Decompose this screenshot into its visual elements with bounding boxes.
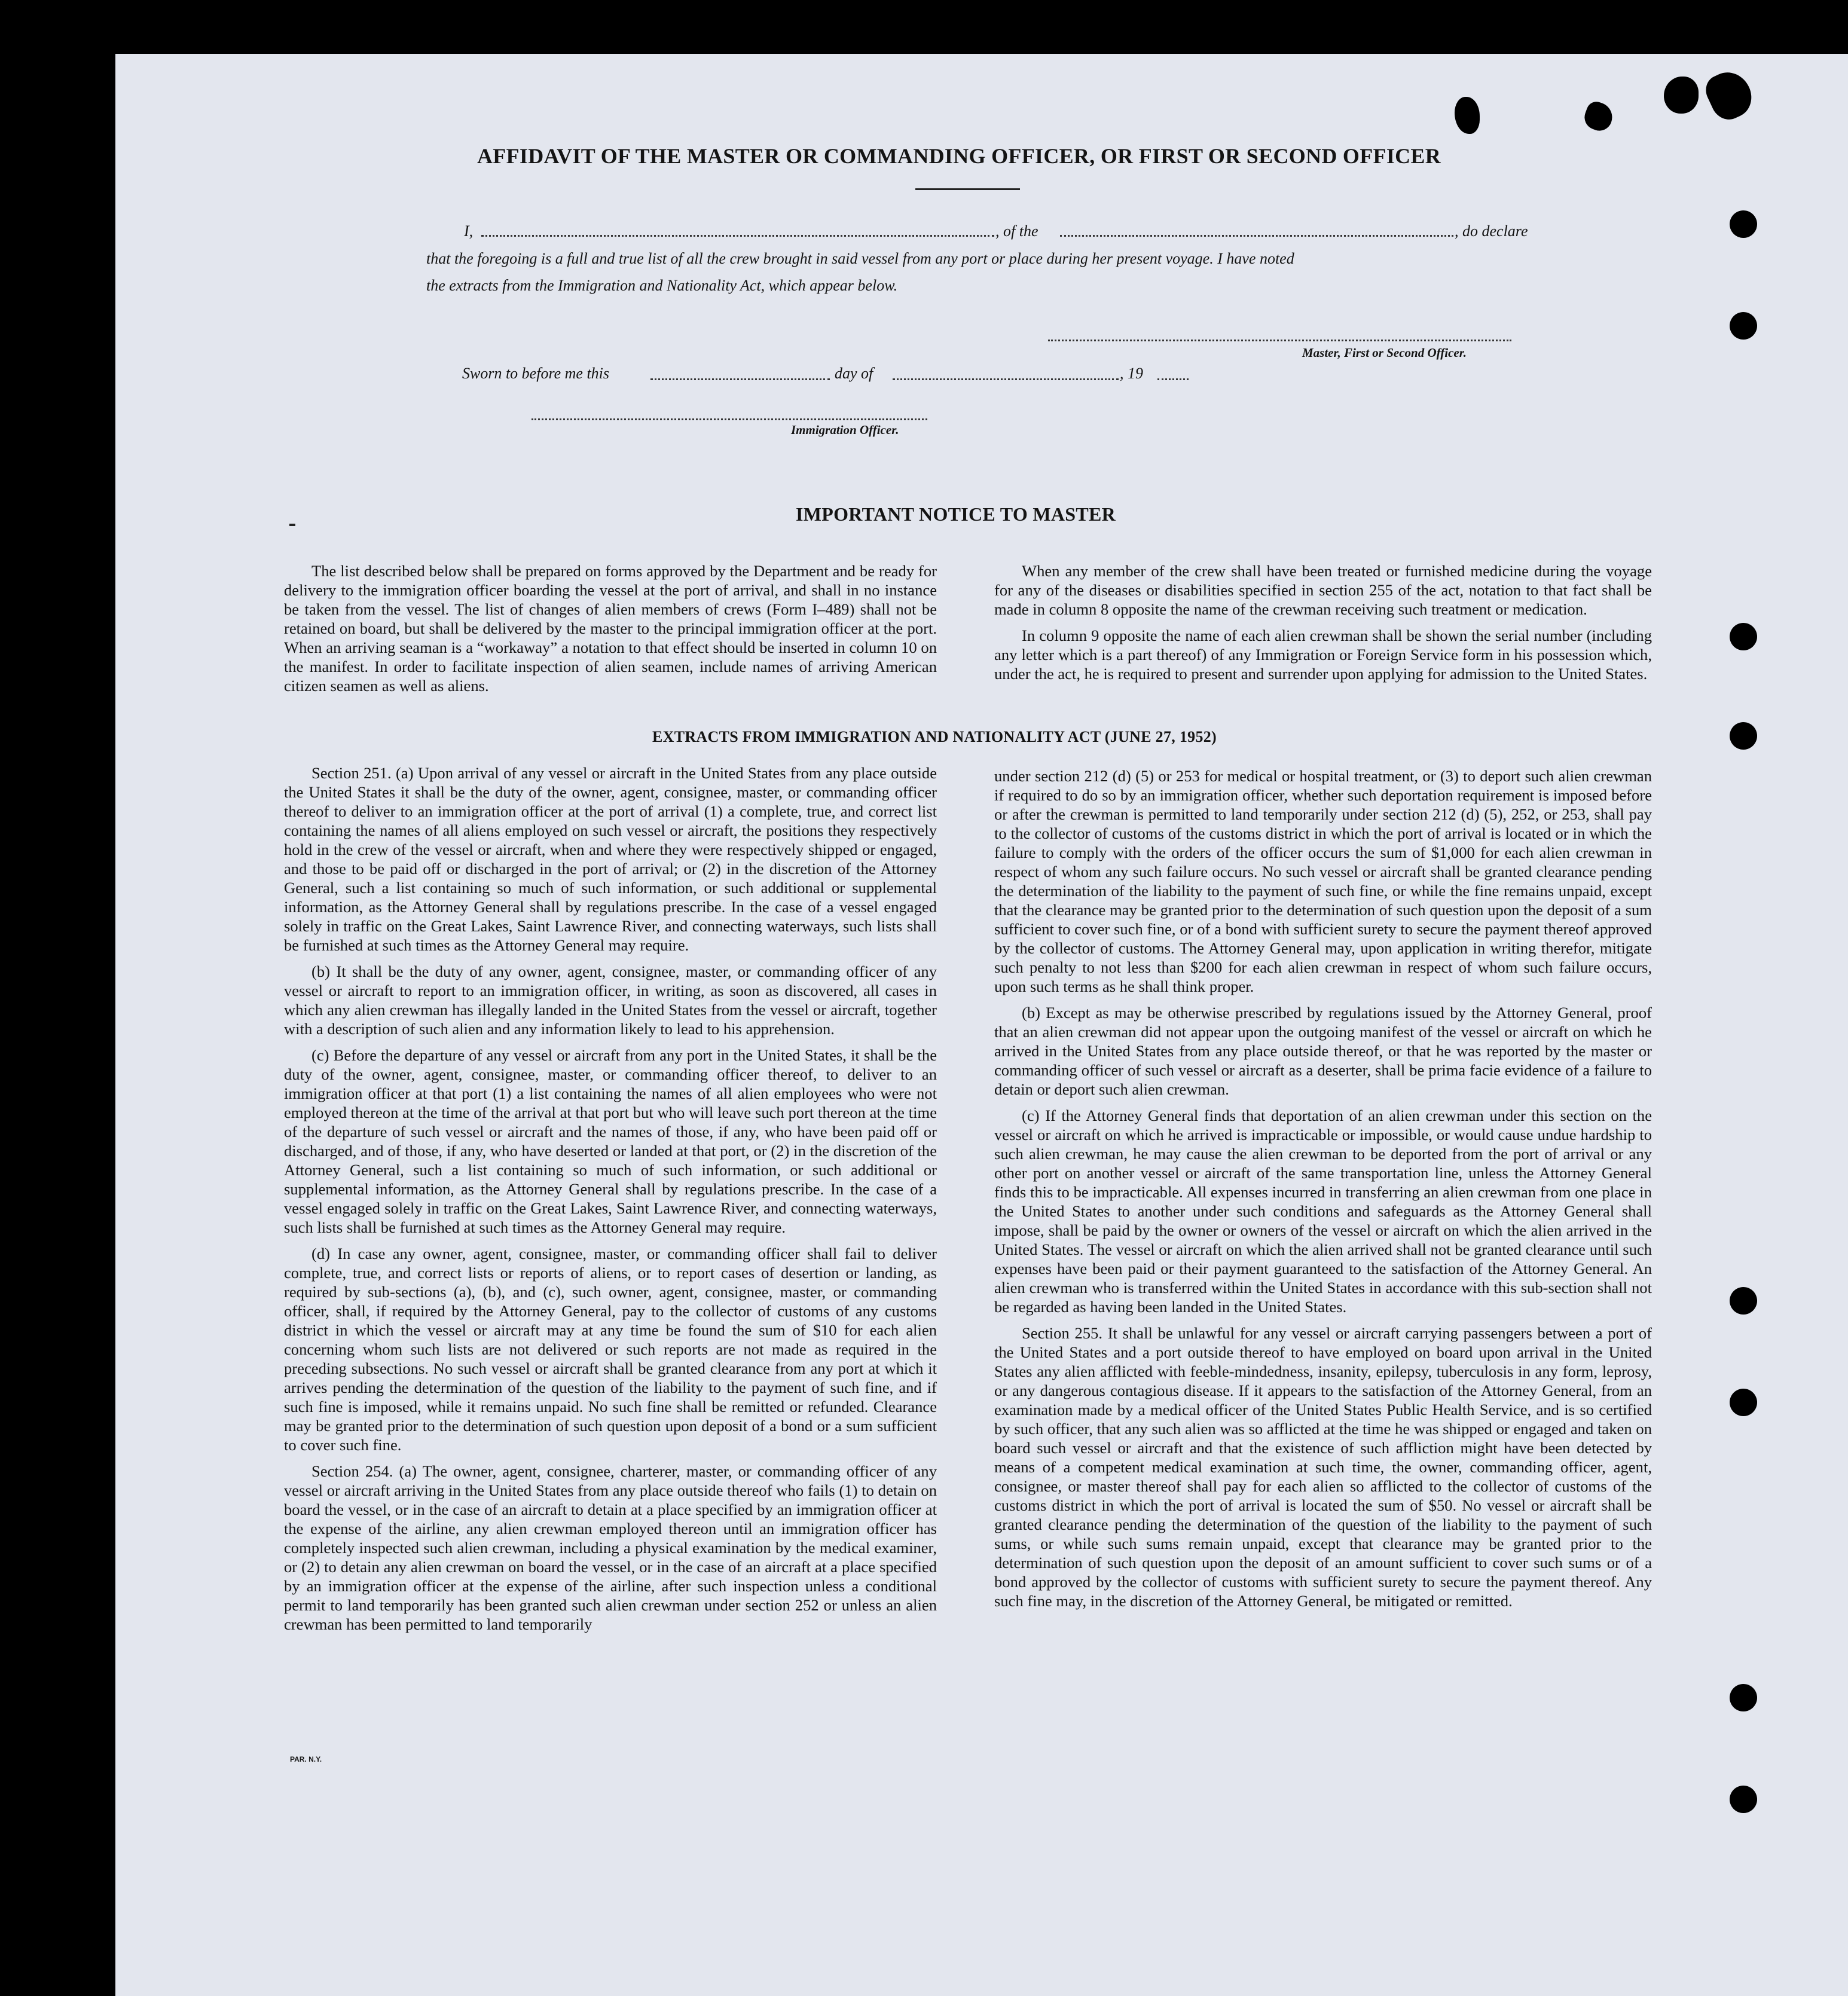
document-page [115, 54, 1848, 1996]
punch-hole [1730, 312, 1757, 340]
section-251-b: (b) It shall be the duty of any owner, agent, consignee, master, or commanding officer of any vessel or aircraft to report to an immigration officer, in writing, as soon as discovered, all cases in which any alien crewman has illegally landed in the United States from the vessel or aircraft, together with a description of such alien and any information likely to lead to his apprehension. [284, 962, 937, 1038]
section-251-c: (c) Before the departure of any vessel or aircraft from any port in the United States, it shall be the duty of the owner, agent, consignee, master, or commanding officer thereof, to deliver to an immigration officer at that port (1) a list containing the names of all alien employees who were not employed thereon at the time of the arrival at that port but who will leave such port thereon at the time of the departure of such vessel or aircraft and the names of those, if any, who have been paid off or discharged, and of those, if any, who have deserted or landed at that port, or (2) in the discretion of the Attorney General, such a list containing so much of such information, or such additional or supplemental information, as the Attorney General shall by regulations prescribe. In the case of a vessel engaged solely in traffic on the Great Lakes, Saint Lawrence River, and connecting waterways, such lists shall be furnished at such times as the Attorney General may require. [284, 1046, 937, 1236]
immigration-officer-label: Immigration Officer. [791, 423, 899, 437]
notice-right-paragraph-2: In column 9 opposite the name of each alien crewman shall be shown the serial number (including any letter which is a part thereof) of any Immigration or Foreign Service form in his possession which, under the act, he is required to present and surrender upon applying for admission to the United States. [994, 626, 1652, 683]
declaration-line-2: that the foregoing is a full and true list of all the crew brought in said vessel from any port or place during her present voyage. I have noted [426, 250, 1294, 267]
section-255: Section 255. It shall be unlawful for any vessel or aircraft carrying passengers between a port of the United States and a port outside thereof to have employed on board upon arrival in the United States any alien afflicted with feeble-mindedness, insanity, epilepsy, tuberculosis in any form, leprosy, or any dangerous contagious disease. If it appears to the satisfaction of the Attorney General, from an examination made by a medical officer of the United States Public Health Service, and is so certified by such officer, that any such alien was so afflicted at the time he was shipped or engaged and taken on board such vessel or aircraft and that the existence of such affliction might have been detected by means of a competent medical examination at such time, the owner, commanding officer, agent, consignee, or master thereof shall pay for each alien so afflicted to the collector of customs of the customs district in which the port of arrival is located the sum of $50. No vessel or aircraft shall be granted clearance pending the determination of the question of the liability to the payment of such sums, or while such sums remain unpaid, except that clearance may be granted prior to the determination of such question upon the deposit of an amount sufficient to cover such sums or of a bond approved by the collector of customs with sufficient surety to secure the payment thereof. Any such fine may, in the discretion of the Attorney General, be mitigated or remitted. [994, 1324, 1652, 1610]
do-declare-label: , do declare [1455, 222, 1528, 240]
notice-title: IMPORTANT NOTICE TO MASTER [796, 503, 1116, 525]
ink-blot [1581, 99, 1617, 135]
title-rule [915, 188, 1020, 190]
extracts-title: EXTRACTS FROM IMMIGRATION AND NATIONALITY ACT (JUNE 27, 1952) [652, 728, 1217, 745]
day-of-label: day of [835, 365, 873, 382]
declarant-label: I, [464, 222, 474, 240]
master-signature-field[interactable] [1048, 340, 1511, 341]
extracts-left-column [284, 763, 937, 1641]
punch-hole [1730, 1389, 1757, 1416]
ink-blot [1701, 65, 1758, 125]
punch-hole [1730, 1684, 1757, 1711]
notice-right-column [994, 561, 1652, 690]
section-251-d: (d) In case any owner, agent, consignee, master, or commanding officer shall fail to deliver complete, true, and correct lists or reports of aliens, or to report cases of desertion or landing, as required by sub-sections (a), (b), and (c), such owner, agent, consignee, master, or commanding officer, shall, if required by the Attorney General, pay to the collector of customs of any customs district in which the vessel or aircraft may at any time be found the sum of $10 for each alien concerning whom such lists are not delivered or such reports are not made as required in the preceding subsections. No such vessel or aircraft shall be granted clearance from any port at which it arrives pending the determination of the question of the liability to the payment of such fine, and if such fine is imposed, while it remains unpaid. No such fine shall be remitted or refunded. Clearance may be granted prior to the determination of such question upon deposit of a bond or a sum sufficient to cover such fine. [284, 1245, 937, 1454]
punch-hole [1730, 210, 1757, 238]
ink-blot [1664, 77, 1699, 114]
printer-mark: PAR. N.Y. [290, 1755, 322, 1763]
vessel-name-field[interactable] [1060, 235, 1453, 237]
extracts-right-column [994, 766, 1652, 1618]
punch-hole [1730, 1786, 1757, 1813]
sworn-month-field[interactable] [893, 378, 1119, 380]
immigration-officer-signature-field[interactable] [532, 418, 927, 420]
sworn-year-field[interactable] [1157, 378, 1189, 380]
section-254-a: Section 254. (a) The owner, agent, consignee, charterer, master, or commanding officer of any vessel or aircraft arriving in the United States from any place outside thereof who fails (1) to detain on board the vessel, or in the case of an aircraft to detain at a place specified by an immigration officer at the expense of the airline, any alien crewman employed thereon until an immigration officer has completely inspected such alien crewman, including a physical examination by the medical examiner, or (2) to detain any alien crewman on board the vessel, or in the case of an aircraft at a place specified by an immigration officer at the expense of the airline, after such inspection unless a conditional permit to land temporarily has been granted such alien crewman under section 252 or unless an alien crewman has been permitted to land temporarily [284, 1462, 937, 1633]
of-the-label: , of the [995, 222, 1038, 240]
notice-right-paragraph-1: When any member of the crew shall have been treated or furnished medicine during the voyage for any of the diseases or disabilities specified in section 255 of the act, notation to that fact shall be made in column 8 opposite the name of the crewman receiving such treatment or medication. [994, 562, 1652, 618]
stray-mark [289, 524, 295, 526]
punch-hole [1730, 623, 1757, 650]
sworn-day-field[interactable] [650, 378, 830, 380]
affidavit-title: AFFIDAVIT OF THE MASTER OR COMMANDING OFFICER, OR FIRST OR SECOND OFFICER [477, 144, 1441, 168]
master-signature-label: Master, First or Second Officer. [1302, 346, 1467, 360]
year-prefix-label: , 19 [1120, 365, 1143, 382]
notice-left-paragraph: The list described below shall be prepared on forms approved by the Department and be ready for delivery to the immigration officer boarding the vessel at the port of arrival, and shall in no instance be taken from the vessel. The list of changes of alien members of crews (Form I–489) shall not be retained on board, but shall be delivered by the master to the principal immigration officer at the port. When an arriving seaman is a “workaway” a notation to that effect should be inserted in column 10 on the manifest. In order to facilitate inspection of alien seamen, include names of arriving American citizen seamen as well as aliens. [284, 562, 937, 695]
section-251-a: Section 251. (a) Upon arrival of any vessel or aircraft in the United States from any place outside the United States it shall be the duty of the owner, agent, consignee, master, or commanding officer thereof to deliver to an immigration officer at the port of arrival (1) a complete, true, and correct list containing the names of all aliens employed on such vessel or aircraft, the positions they respectively hold in the crew of the vessel or aircraft, when and where they were respectively shipped or engaged, and those to be paid off or discharged in the port of arrival; or (2) in the discretion of the Attorney General, such a list containing so much of such information, or such additional or supplemental information, as the Attorney General shall by regulations prescribe. In the case of a vessel engaged solely in traffic on the Great Lakes, Saint Lawrence River, and connecting waterways, such lists shall be furnished at such times as the Attorney General may require. [284, 764, 937, 954]
sworn-before-label: Sworn to before me this [462, 365, 610, 382]
notice-left-column [284, 561, 937, 702]
declaration-line-3: the extracts from the Immigration and Nationality Act, which appear below. [426, 277, 898, 294]
punch-hole [1730, 1287, 1757, 1315]
declarant-name-field[interactable] [481, 235, 994, 237]
section-254-c: (c) If the Attorney General finds that deportation of an alien crewman under this section on the vessel or aircraft on which he arrived is impracticable or impossible, or would cause undue hardship to such alien crewman, he may cause the alien crewman to be deported from the port of arrival or any other port on another vessel or aircraft of the same transportation line, unless the Attorney General finds this to be impracticable. All expenses incurred in transferring an alien crewman from one place in the United States to another under such conditions and safeguards as the Attorney General shall impose, shall be paid by the owner or owners of the vessel or aircraft on which the alien arrived in the United States. The vessel or aircraft on which the alien arrived shall not be granted clearance until such expenses have been paid or their payment guaranteed to the satisfaction of the Attorney General. An alien crewman who is transferred within the United States in accordance with this sub-section shall not be regarded as having been landed in the United States. [994, 1106, 1652, 1316]
ink-blot [1455, 97, 1480, 134]
section-254-a-continued: under section 212 (d) (5) or 253 for medical or hospital treatment, or (3) to deport such alien crewman if required to do so by an immigration officer, whether such deportation requirement is imposed before or after the crewman is permitted to land temporarily under section 212 (d) (5), 252, or 253, shall pay to the collector of customs of the customs district in which the port of arrival is located or in which the failure to comply with the orders of the officer occurs the sum of $1,000 for each alien crewman in respect of whom any such failure occurs. No such vessel or aircraft shall be granted clearance pending the determination of the liability to the payment of such fine, or while the fine remains unpaid, except that the clearance may be granted prior to the determination of such question upon the deposit of a sum sufficient to cover such fine, or of a bond with sufficient surety to secure the payment thereof approved by the collector of customs. The Attorney General may, upon application in writing therefor, mitigate such penalty to not less than $200 for each alien crewman in respect of whom such failure occurs, upon such terms as he shall think proper. [994, 767, 1652, 995]
punch-hole [1730, 722, 1757, 750]
section-254-b: (b) Except as may be otherwise prescribed by regulations issued by the Attorney General, proof that an alien crewman did not appear upon the outgoing manifest of the vessel or aircraft on which he arrived in the United States from any place outside thereof, or that he was reported by the master or commanding officer of such vessel or aircraft as a deserter, shall be prima facie evidence of a failure to detain or deport such alien crewman. [994, 1004, 1652, 1098]
